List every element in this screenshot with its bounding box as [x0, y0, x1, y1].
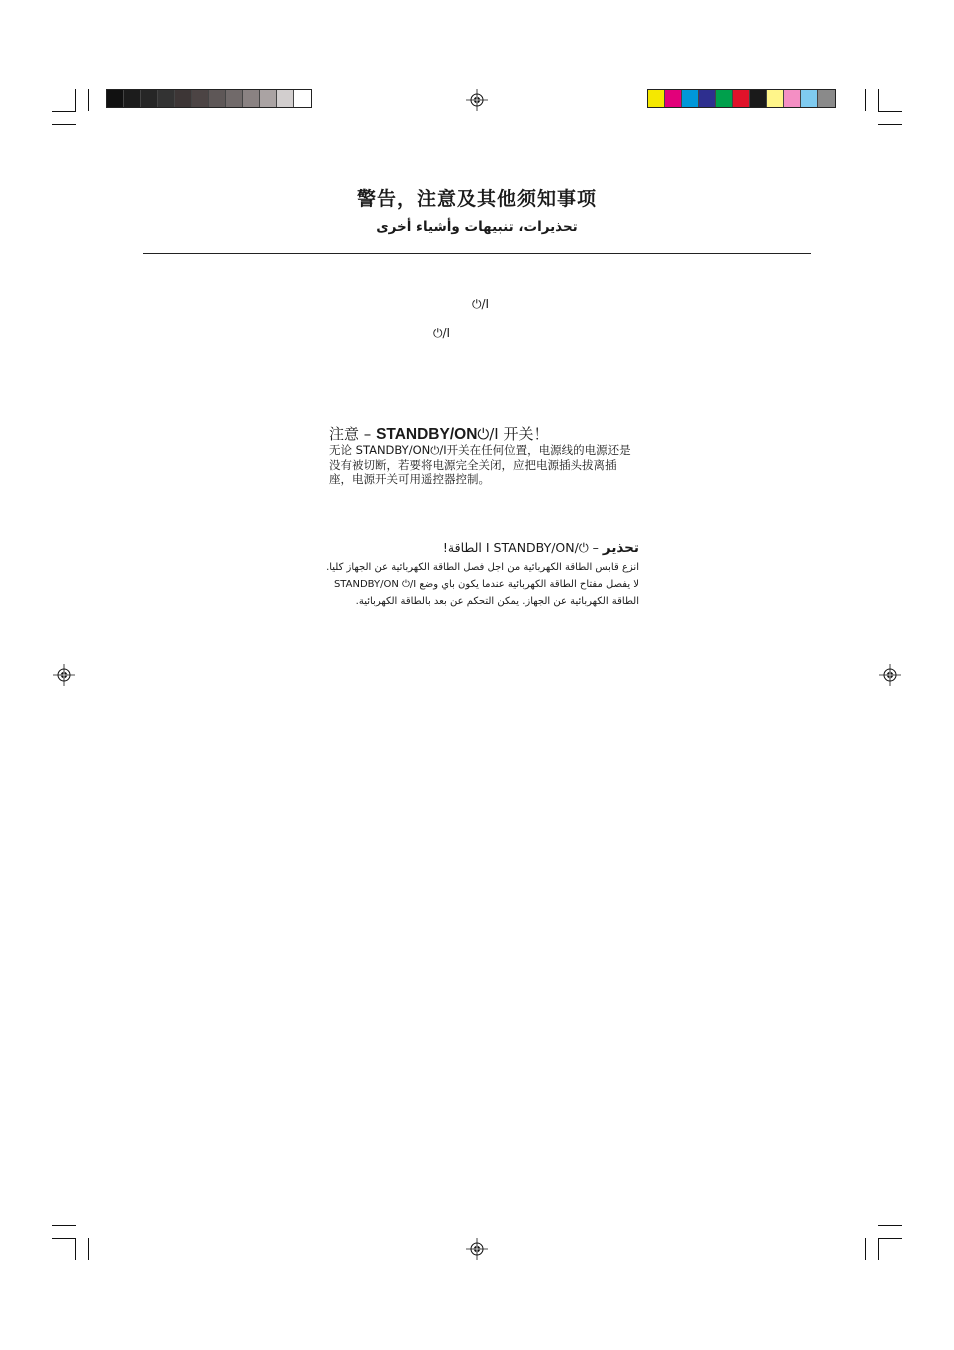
chinese-caution-heading: [329, 423, 549, 444]
standby-symbol: ⏻/I: [433, 326, 451, 340]
crop-mark: [865, 89, 866, 111]
color-swatch: [158, 90, 175, 107]
color-swatch: [192, 90, 209, 107]
crop-mark: [52, 1225, 76, 1226]
crop-mark: [75, 1238, 76, 1260]
arabic-caution-heading: [443, 540, 639, 556]
color-swatch: [682, 90, 699, 107]
color-swatch: [209, 90, 226, 107]
caution-label-model: STANDBY/ON: [376, 426, 478, 443]
color-swatch: [784, 90, 801, 107]
crop-mark: [878, 1238, 902, 1239]
arabic-caution-line: لا يفصل مفتاح الطاقة الكهربائية عندما يكون باي وضع STANDBY/ON ⏻/I: [333, 579, 639, 590]
color-swatch: [750, 90, 767, 107]
color-swatch: [277, 90, 294, 107]
crop-mark: [878, 124, 902, 125]
arabic-caution-label: تحذير: [602, 540, 639, 556]
standby-symbol: ⏻/I: [477, 425, 499, 443]
standby-symbol: ⏻/I: [472, 297, 490, 311]
crop-mark: [878, 111, 902, 112]
registration-target-icon: [466, 1238, 488, 1260]
color-swatch: [648, 90, 665, 107]
crop-mark: [75, 89, 76, 111]
color-swatch: [141, 90, 158, 107]
crop-mark: [88, 1238, 89, 1260]
process-color-bar: [647, 89, 836, 108]
arabic-caution-line: الطاقة الكهربائية عن الجهاز. يمكن التحكم عن بعد بالطاقة الكهربائية.: [355, 596, 639, 607]
color-swatch: [801, 90, 818, 107]
registration-target-icon: [879, 664, 901, 686]
arabic-caution-line: انزع قابس الطاقة الكهربائية من اجل فصل الطاقة الكهربائية عن الجهاز كليا.: [326, 562, 639, 573]
divider: [143, 253, 811, 254]
color-swatch: [124, 90, 141, 107]
color-swatch: [226, 90, 243, 107]
page-title-chinese: 警告，注意及其他须知事项: [356, 188, 597, 210]
color-swatch: [767, 90, 784, 107]
crop-mark: [865, 1238, 866, 1260]
crop-mark: [88, 89, 89, 111]
color-swatch: [733, 90, 750, 107]
registration-target-icon: [466, 89, 488, 111]
color-swatch: [260, 90, 277, 107]
crop-mark: [52, 111, 76, 112]
crop-mark: [878, 1225, 902, 1226]
crop-mark: [52, 124, 76, 125]
arabic-caution-label-rest: – ⏻/I STANDBY/ON الطاقة!: [442, 540, 599, 555]
color-swatch: [175, 90, 192, 107]
crop-mark: [878, 89, 879, 111]
crop-mark: [52, 1238, 76, 1239]
page-title-arabic: تحذيرات، تنبيهات وأشياء أخرى: [376, 219, 578, 235]
color-swatch: [665, 90, 682, 107]
color-swatch: [294, 90, 311, 107]
color-swatch: [818, 90, 835, 107]
color-swatch: [107, 90, 124, 107]
color-swatch: [243, 90, 260, 107]
crop-mark: [878, 1238, 879, 1260]
grayscale-color-bar: [106, 89, 312, 108]
caution-label-suffix: 开关！: [503, 425, 549, 443]
caution-label-prefix: 注意 –: [329, 425, 372, 443]
chinese-caution-body: 无论 STANDBY/ON⏻/I开关在任何位置，电源线的电源还是没有被切断，若要将电源完全关闭，应把电源插头拔离插座，电源开关可用遥控器控制。: [329, 443, 631, 486]
registration-target-icon: [53, 664, 75, 686]
color-swatch: [716, 90, 733, 107]
color-swatch: [699, 90, 716, 107]
